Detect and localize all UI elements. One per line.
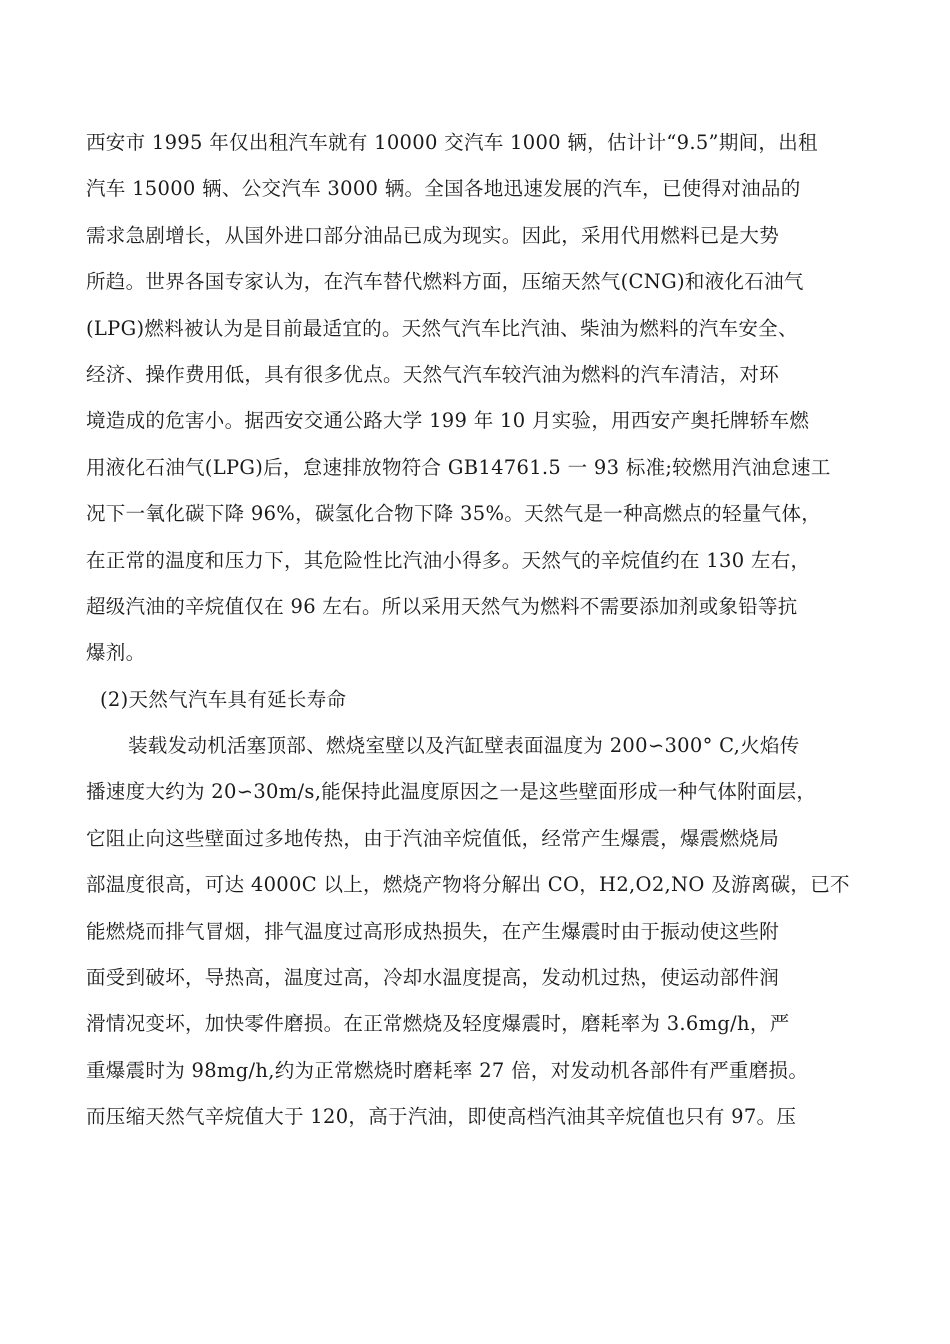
text-line: 境造成的危害小。据西安交通公路大学 199 年 10 月实验，用西安产奥托牌轿车燃 <box>86 409 810 433</box>
text-line: 在正常的温度和压力下，其危险性比汽油小得多。天然气的辛烷值约在 130 左右， <box>86 548 811 572</box>
text-line: 经济、操作费用低，具有很多优点。天然气汽车较汽油为燃料的汽车清洁，对环 <box>86 362 780 386</box>
text-line: 所趋。世界各国专家认为，在汽车替代燃料方面，压缩天然气(CNG)和液化石油气 <box>86 270 804 294</box>
text-line: 部温度很高，可达 4000C 以上，燃烧产物将分解出 CO，H2,O2,NO 及游离碳，已不 <box>86 873 850 897</box>
text-line: 用液化石油气(LPG)后，怠速排放物符合 GB14761.5 一 93 标准;较燃用汽油怠速工 <box>86 455 831 479</box>
section-heading: (2)天然气汽车具有延长寿命 <box>100 687 347 711</box>
text-line: 它阻止向这些壁面过多地传热，由于汽油辛烷值低，经常产生爆震，爆震燃烧局 <box>86 826 780 850</box>
text-line: 滑情况变坏，加快零件磨损。在正常燃烧及轻度爆震时，磨耗率为 3.6mg/h，严 <box>86 1012 790 1036</box>
text-line: (LPG)燃料被认为是目前最适宜的。天然气汽车比汽油、柴油为燃料的汽车安全、 <box>86 316 798 340</box>
text-line: 汽车 15000 辆、公交汽车 3000 辆。全国各地迅速发展的汽车，已使得对油品的 <box>86 177 801 201</box>
text-line: 而压缩天然气辛烷值大于 120，高于汽油，即使高档汽油其辛烷值也只有 97。压 <box>86 1105 797 1129</box>
text-line: 超级汽油的辛烷值仅在 96 左右。所以采用天然气为燃料不需要添加剂或象铅等抗 <box>86 594 798 618</box>
text-line: 西安市 1995 年仅出租汽车就有 10000 交汽车 1000 辆，估计计“9.5”期间，出租 <box>86 131 818 154</box>
text-line: 况下一氧化碳下降 96%，碳氢化合物下降 35%。天然气是一种高燃点的轻量气体， <box>86 502 822 526</box>
text-line: 重爆震时为 98mg/h,约为正常燃烧时磨耗率 27 倍，对发动机各部件有严重磨损。 <box>86 1058 809 1082</box>
text-line: 装载发动机活塞顶部、燃烧室壁以及汽缸壁表面温度为 200∽300° C,火焰传 <box>128 734 800 758</box>
text-line: 能燃烧而排气冒烟，排气温度过高形成热损失，在产生爆震时由于振动使这些附 <box>86 919 780 943</box>
text-line: 爆剂。 <box>86 641 146 665</box>
text-line: 需求急剧增长，从国外进口部分油品已成为现实。因此，采用代用燃料已是大势 <box>86 223 780 247</box>
text-line: 播速度大约为 20∽30m/s,能保持此温度原因之一是这些壁面形成一种气体附面层， <box>86 780 817 804</box>
text-line: 面受到破坏，导热高，温度过高，冷却水温度提高，发动机过热，使运动部件润 <box>86 966 780 990</box>
document-page <box>86 120 878 1141</box>
